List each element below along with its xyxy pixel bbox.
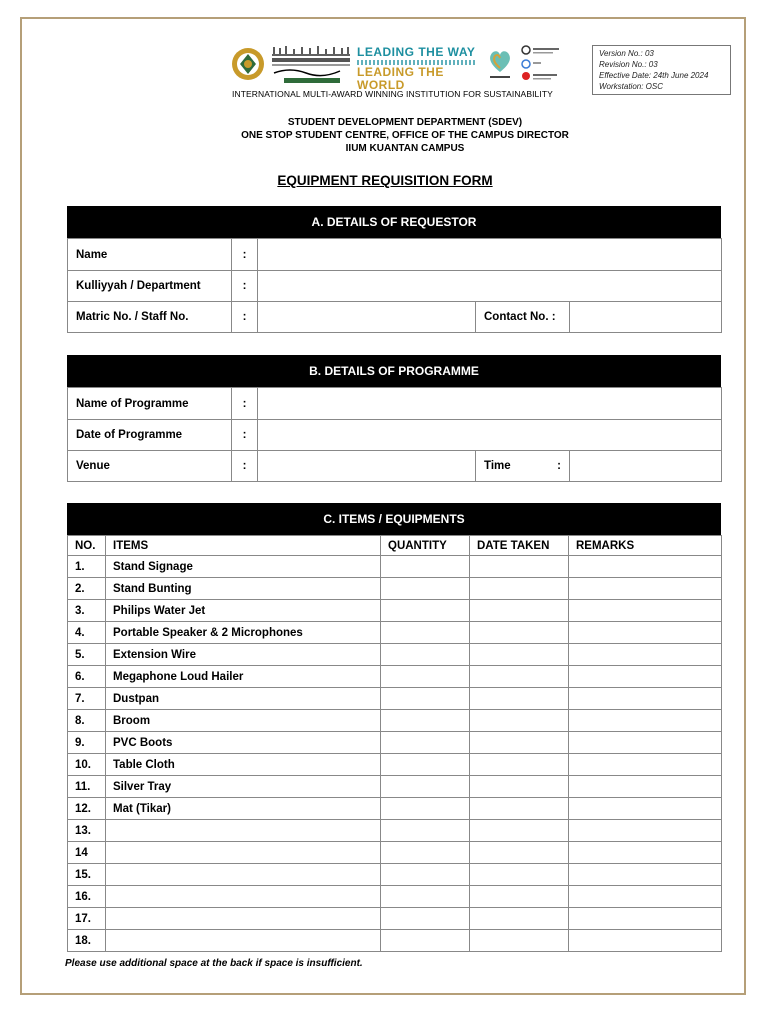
logo-line-2: LEADING THE WORLD (357, 65, 444, 92)
time-label-cell (476, 451, 570, 482)
programme-date-label: Date of Programme (68, 420, 232, 451)
leading-the-way-logo (357, 45, 477, 92)
quantity-field[interactable] (381, 732, 470, 754)
revision-number: Revision No.: 03 (599, 60, 658, 69)
row-number: 14 (68, 842, 106, 864)
row-number: 16. (68, 886, 106, 908)
name-label: Name (68, 239, 232, 271)
version-number: Version No.: 03 (599, 49, 654, 58)
remarks-field[interactable] (569, 666, 722, 688)
remarks-field[interactable] (569, 886, 722, 908)
workstation: Workstation: OSC (599, 82, 664, 91)
remarks-field[interactable] (569, 556, 722, 578)
date-taken-field[interactable] (470, 776, 569, 798)
department-field[interactable] (258, 271, 722, 302)
table-row (68, 908, 722, 930)
date-taken-field[interactable] (470, 666, 569, 688)
sdg-logos (520, 44, 562, 84)
remarks-field[interactable] (569, 798, 722, 820)
quantity-field[interactable] (381, 622, 470, 644)
section-details-of-requestor (67, 206, 721, 333)
colon: : (232, 239, 258, 271)
table-row (68, 886, 722, 908)
iium-calligraphy-logo (270, 45, 352, 85)
quantity-field[interactable] (381, 556, 470, 578)
version-info-box (592, 45, 731, 95)
row-number: 18. (68, 930, 106, 952)
item-name: Stand Signage (106, 556, 381, 578)
item-name (106, 820, 381, 842)
department-name: STUDENT DEVELOPMENT DEPARTMENT (SDEV) (287, 117, 523, 128)
item-name: Extension Wire (106, 644, 381, 666)
column-header: DATE TAKEN (470, 536, 569, 556)
row-number: 4. (68, 622, 106, 644)
item-name (106, 930, 381, 952)
quantity-field[interactable] (381, 666, 470, 688)
colon: : (557, 460, 561, 472)
table-row (68, 864, 722, 886)
date-taken-field[interactable] (470, 710, 569, 732)
quantity-field[interactable] (381, 798, 470, 820)
table-row (68, 842, 722, 864)
table-row (68, 776, 722, 798)
table-row (68, 798, 722, 820)
item-name: Silver Tray (106, 776, 381, 798)
quantity-field[interactable] (381, 886, 470, 908)
date-taken-field[interactable] (470, 754, 569, 776)
table-row (68, 930, 722, 952)
name-field[interactable] (258, 239, 722, 271)
remarks-field[interactable] (569, 578, 722, 600)
office-name: ONE STOP STUDENT CENTRE, OFFICE OF THE CAMPUS DIRECTOR (241, 130, 569, 141)
remarks-field[interactable] (569, 644, 722, 666)
matric-field[interactable] (258, 302, 476, 333)
date-taken-field[interactable] (470, 908, 569, 930)
matric-label: Matric No. / Staff No. (68, 302, 232, 333)
department-label: Kulliyyah / Department (68, 271, 232, 302)
table-row (68, 732, 722, 754)
remarks-field[interactable] (569, 864, 722, 886)
column-header: REMARKS (569, 536, 722, 556)
date-taken-field[interactable] (470, 842, 569, 864)
table-row (68, 600, 722, 622)
date-taken-field[interactable] (470, 600, 569, 622)
contact-label: Contact No. : (476, 302, 570, 333)
remarks-field[interactable] (569, 710, 722, 732)
quantity-field[interactable] (381, 688, 470, 710)
institution-tagline: INTERNATIONAL MULTI-AWARD WINNING INSTITUTION FOR SUSTAINABILITY (232, 89, 553, 99)
programme-name-label: Name of Programme (68, 388, 232, 420)
row-number: 12. (68, 798, 106, 820)
time-field[interactable] (570, 451, 722, 482)
row-number: 1. (68, 556, 106, 578)
programme-date-field[interactable] (258, 420, 722, 451)
item-name (106, 886, 381, 908)
row-number: 17. (68, 908, 106, 930)
table-row (68, 622, 722, 644)
date-taken-field[interactable] (470, 622, 569, 644)
remarks-field[interactable] (569, 776, 722, 798)
quantity-field[interactable] (381, 600, 470, 622)
item-name: Megaphone Loud Hailer (106, 666, 381, 688)
date-taken-field[interactable] (470, 930, 569, 952)
item-name (106, 908, 381, 930)
item-name: PVC Boots (106, 732, 381, 754)
row-number: 2. (68, 578, 106, 600)
venue-field[interactable] (258, 451, 476, 482)
quantity-field[interactable] (381, 754, 470, 776)
table-row (68, 556, 722, 578)
table-row (68, 688, 722, 710)
date-taken-field[interactable] (470, 578, 569, 600)
quantity-field[interactable] (381, 710, 470, 732)
remarks-field[interactable] (569, 622, 722, 644)
colon: : (232, 302, 258, 333)
row-number: 7. (68, 688, 106, 710)
item-name: Mat (Tikar) (106, 798, 381, 820)
time-label: Time (484, 460, 511, 472)
row-number: 3. (68, 600, 106, 622)
quantity-field[interactable] (381, 930, 470, 952)
effective-date: Effective Date: 24th June 2024 (599, 71, 709, 80)
footer-note: Please use additional space at the back if space is insufficient. (65, 958, 363, 969)
table-row (68, 666, 722, 688)
column-header: QUANTITY (381, 536, 470, 556)
quantity-field[interactable] (381, 820, 470, 842)
programme-name-field[interactable] (258, 388, 722, 420)
row-number: 15. (68, 864, 106, 886)
date-taken-field[interactable] (470, 798, 569, 820)
remarks-field[interactable] (569, 820, 722, 842)
date-taken-field[interactable] (470, 556, 569, 578)
campus-name: IIUM KUANTAN CAMPUS (345, 143, 465, 154)
column-header: ITEMS (106, 536, 381, 556)
quantity-field[interactable] (381, 776, 470, 798)
item-name (106, 842, 381, 864)
items-table-header (68, 536, 722, 556)
header-logos (230, 42, 570, 92)
iium-emblem-icon (230, 44, 266, 84)
date-taken-field[interactable] (470, 864, 569, 886)
row-number: 6. (68, 666, 106, 688)
date-taken-field[interactable] (470, 644, 569, 666)
column-header: NO. (68, 536, 106, 556)
row-number: 9. (68, 732, 106, 754)
remarks-field[interactable] (569, 930, 722, 952)
row-number: 13. (68, 820, 106, 842)
row-number: 5. (68, 644, 106, 666)
item-name: Philips Water Jet (106, 600, 381, 622)
section-a-heading: A. DETAILS OF REQUESTOR (67, 206, 721, 238)
colon: : (232, 388, 258, 420)
venue-label: Venue (68, 451, 232, 482)
date-taken-field[interactable] (470, 886, 569, 908)
colon: : (232, 420, 258, 451)
date-taken-field[interactable] (470, 732, 569, 754)
item-name: Portable Speaker & 2 Microphones (106, 622, 381, 644)
item-name: Broom (106, 710, 381, 732)
quantity-field[interactable] (381, 644, 470, 666)
quantity-field[interactable] (381, 578, 470, 600)
row-number: 10. (68, 754, 106, 776)
table-row (68, 644, 722, 666)
remarks-field[interactable] (569, 688, 722, 710)
item-name (106, 864, 381, 886)
table-row (68, 820, 722, 842)
colon: : (232, 451, 258, 482)
date-taken-field[interactable] (470, 820, 569, 842)
remarks-field[interactable] (569, 600, 722, 622)
remarks-field[interactable] (569, 842, 722, 864)
quantity-field[interactable] (381, 842, 470, 864)
date-taken-field[interactable] (470, 688, 569, 710)
quantity-field[interactable] (381, 864, 470, 886)
items-table (67, 535, 722, 952)
section-c-heading: C. ITEMS / EQUIPMENTS (67, 503, 721, 535)
section-items-equipments (67, 503, 721, 952)
remarks-field[interactable] (569, 732, 722, 754)
row-number: 11. (68, 776, 106, 798)
form-title: EQUIPMENT REQUISITION FORM (277, 173, 493, 188)
contact-field[interactable] (570, 302, 722, 333)
section-b-heading: B. DETAILS OF PROGRAMME (67, 355, 721, 387)
section-details-of-programme (67, 355, 721, 482)
table-row (68, 710, 722, 732)
item-name: Stand Bunting (106, 578, 381, 600)
table-row (68, 578, 722, 600)
row-number: 8. (68, 710, 106, 732)
table-row (68, 754, 722, 776)
item-name: Table Cloth (106, 754, 381, 776)
item-name: Dustpan (106, 688, 381, 710)
heart-badge-icon (486, 46, 514, 82)
quantity-field[interactable] (381, 908, 470, 930)
remarks-field[interactable] (569, 754, 722, 776)
logo-line-1: LEADING THE WAY (357, 45, 476, 59)
remarks-field[interactable] (569, 908, 722, 930)
colon: : (232, 271, 258, 302)
